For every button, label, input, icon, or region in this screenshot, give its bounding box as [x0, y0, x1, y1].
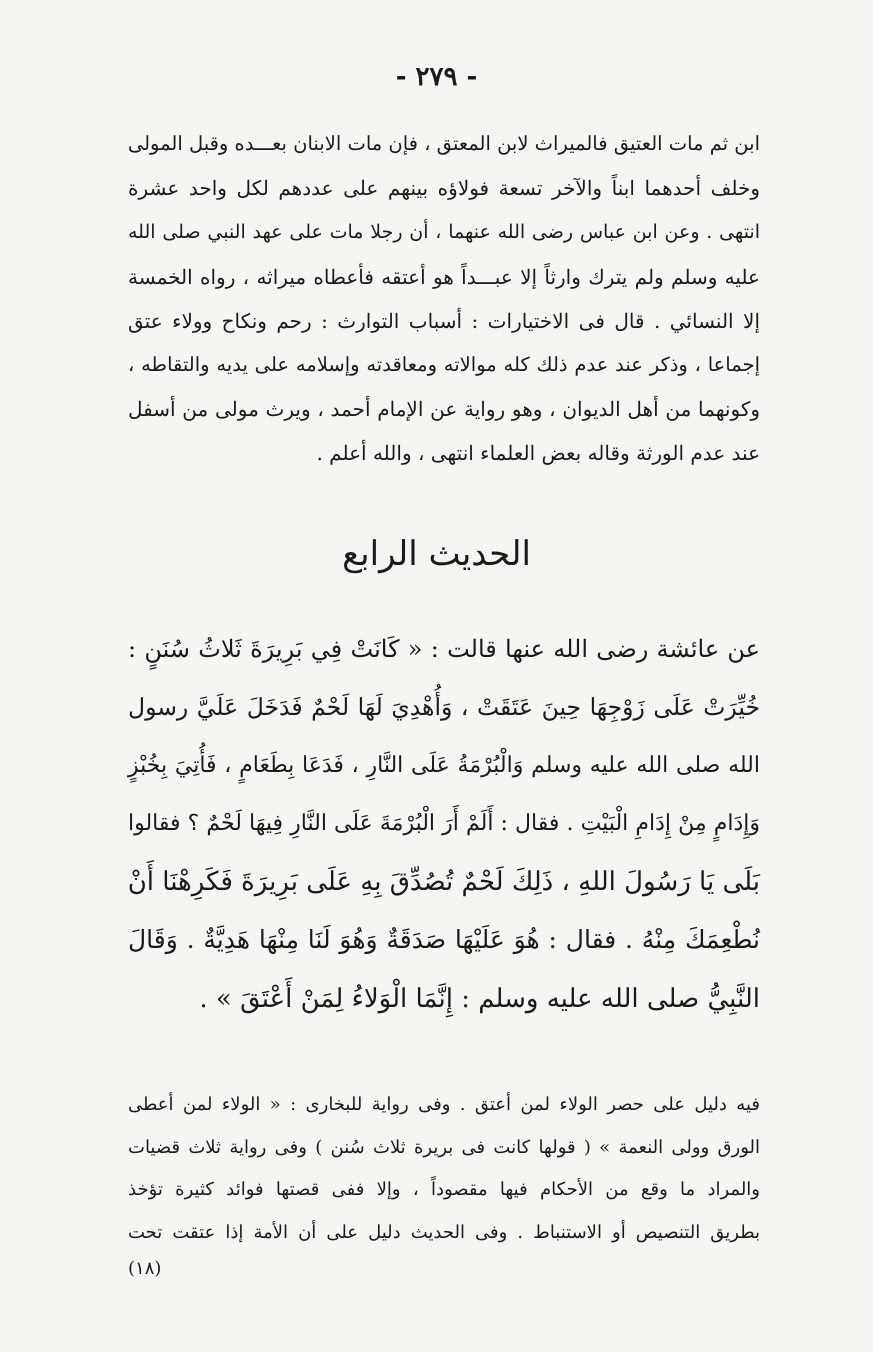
- hadith-line: نُطْعِمَكَ مِنْهُ . فقال : هُوَ عَلَيْهَا صَدَقَةٌ وَهُوَ لَنَا مِنْهَا هَدِيَّةٌ . وَقَالَ: [128, 925, 760, 955]
- commentary-paragraph: [128, 122, 760, 476]
- hadith-line: عن عائشة رضى الله عنها قالت : « كَانَتْ فِي بَرِيرَةَ ثَلاثُ سُنَنٍ :: [128, 635, 760, 663]
- text-line: وكونهما من أهل الديوان ، وهو رواية عن الإمام أحمد ، ويرث مولى من أسفل: [128, 397, 760, 422]
- note-line: بطريق التنصيص أو الاستنباط . وفى الحديث دليل على أن الأمة إذا عتقت تحت: [128, 1221, 760, 1243]
- hadith-line: النَّبِيُّ صلى الله عليه وسلم : إِنَّمَا الْوَلاءُ لِمَنْ أَعْتَقَ » .: [199, 983, 760, 1014]
- hadith-text: [128, 620, 760, 1028]
- text-line: انتهى . وعن ابن عباس رضى الله عنهما ، أن رجلا مات على عهد النبي صلى الله: [128, 221, 760, 244]
- section-heading: الحديث الرابع: [342, 534, 531, 574]
- notes-paragraph: [128, 1084, 760, 1254]
- page-number: - ٢٧٩ -: [395, 62, 478, 92]
- note-line: فيه دليل على حصر الولاء لمن أعتق . وفى رواية للبخارى : « الولاء لمن أعطى: [128, 1094, 760, 1115]
- text-line: عند عدم الورثة وقاله بعض العلماء انتهى ، والله أعلم .: [316, 441, 760, 466]
- text-line: وخلف أحدهما ابناً والآخر تسعة فولاؤه بينهم على عددهم لكل واحد عشرة: [128, 176, 760, 201]
- signature-number: (١٨): [128, 1258, 162, 1279]
- note-line: الورق وولى النعمة » ( قولها كانت فى بريرة ثلاث سُنن ) وفى رواية ثلاث قضيات: [128, 1136, 760, 1158]
- note-line: والمراد ما وقع من الأحكام فيها مقصوداً ، وإلا ففى قصتها فوائد كثيرة تؤخذ: [128, 1179, 760, 1200]
- hadith-line: الله صلى الله عليه وسلم وَالْبُرْمَةُ عَلَى النَّارِ ، فَدَعَا بِطَعَامٍ ، فَأُتِيَ بِخُبْزٍ: [128, 752, 760, 778]
- text-line: ابن ثم مات العتيق فالميراث لابن المعتق ، فإن مات الابنان بعـــده وقبل المولى: [127, 132, 760, 155]
- hadith-line: وَإِدَامٍ مِنْ إِدَامِ الْبَيْتِ . فقال : أَلَمْ أَرَ الْبُرْمَةَ عَلَى النَّارِ فِيهَا لَحْمٌ ؟ فقالوا: [128, 810, 760, 836]
- text-line: عليه وسلم ولم يترك وارثاً إلا عبـــداً هو أعتقه فأعطاه ميراثه ، رواه الخمسة: [128, 264, 760, 289]
- text-line: إجماعا ، وذكر عند عدم ذلك كله موالاته ومعاقدته وإسلامه على يديه والتقاطه ،: [128, 352, 760, 376]
- hadith-line: خُيِّرَتْ عَلَى زَوْجِهَا حِينَ عَتَقَتْ ، وَأُهْدِيَ لَهَا لَحْمٌ فَدَخَلَ عَلَيَّ رسول: [128, 693, 760, 722]
- text-line: إلا النسائي . قال فى الاختيارات : أسباب التوارث : رحم ونكاح وولاء عتق: [128, 308, 760, 333]
- hadith-line: بَلَى يَا رَسُولَ اللهِ ، ذَلِكَ لَحْمٌ تُصُدِّقَ بِهِ عَلَى بَرِيرَةَ فَكَرِهْنَا أَنْ: [127, 867, 760, 898]
